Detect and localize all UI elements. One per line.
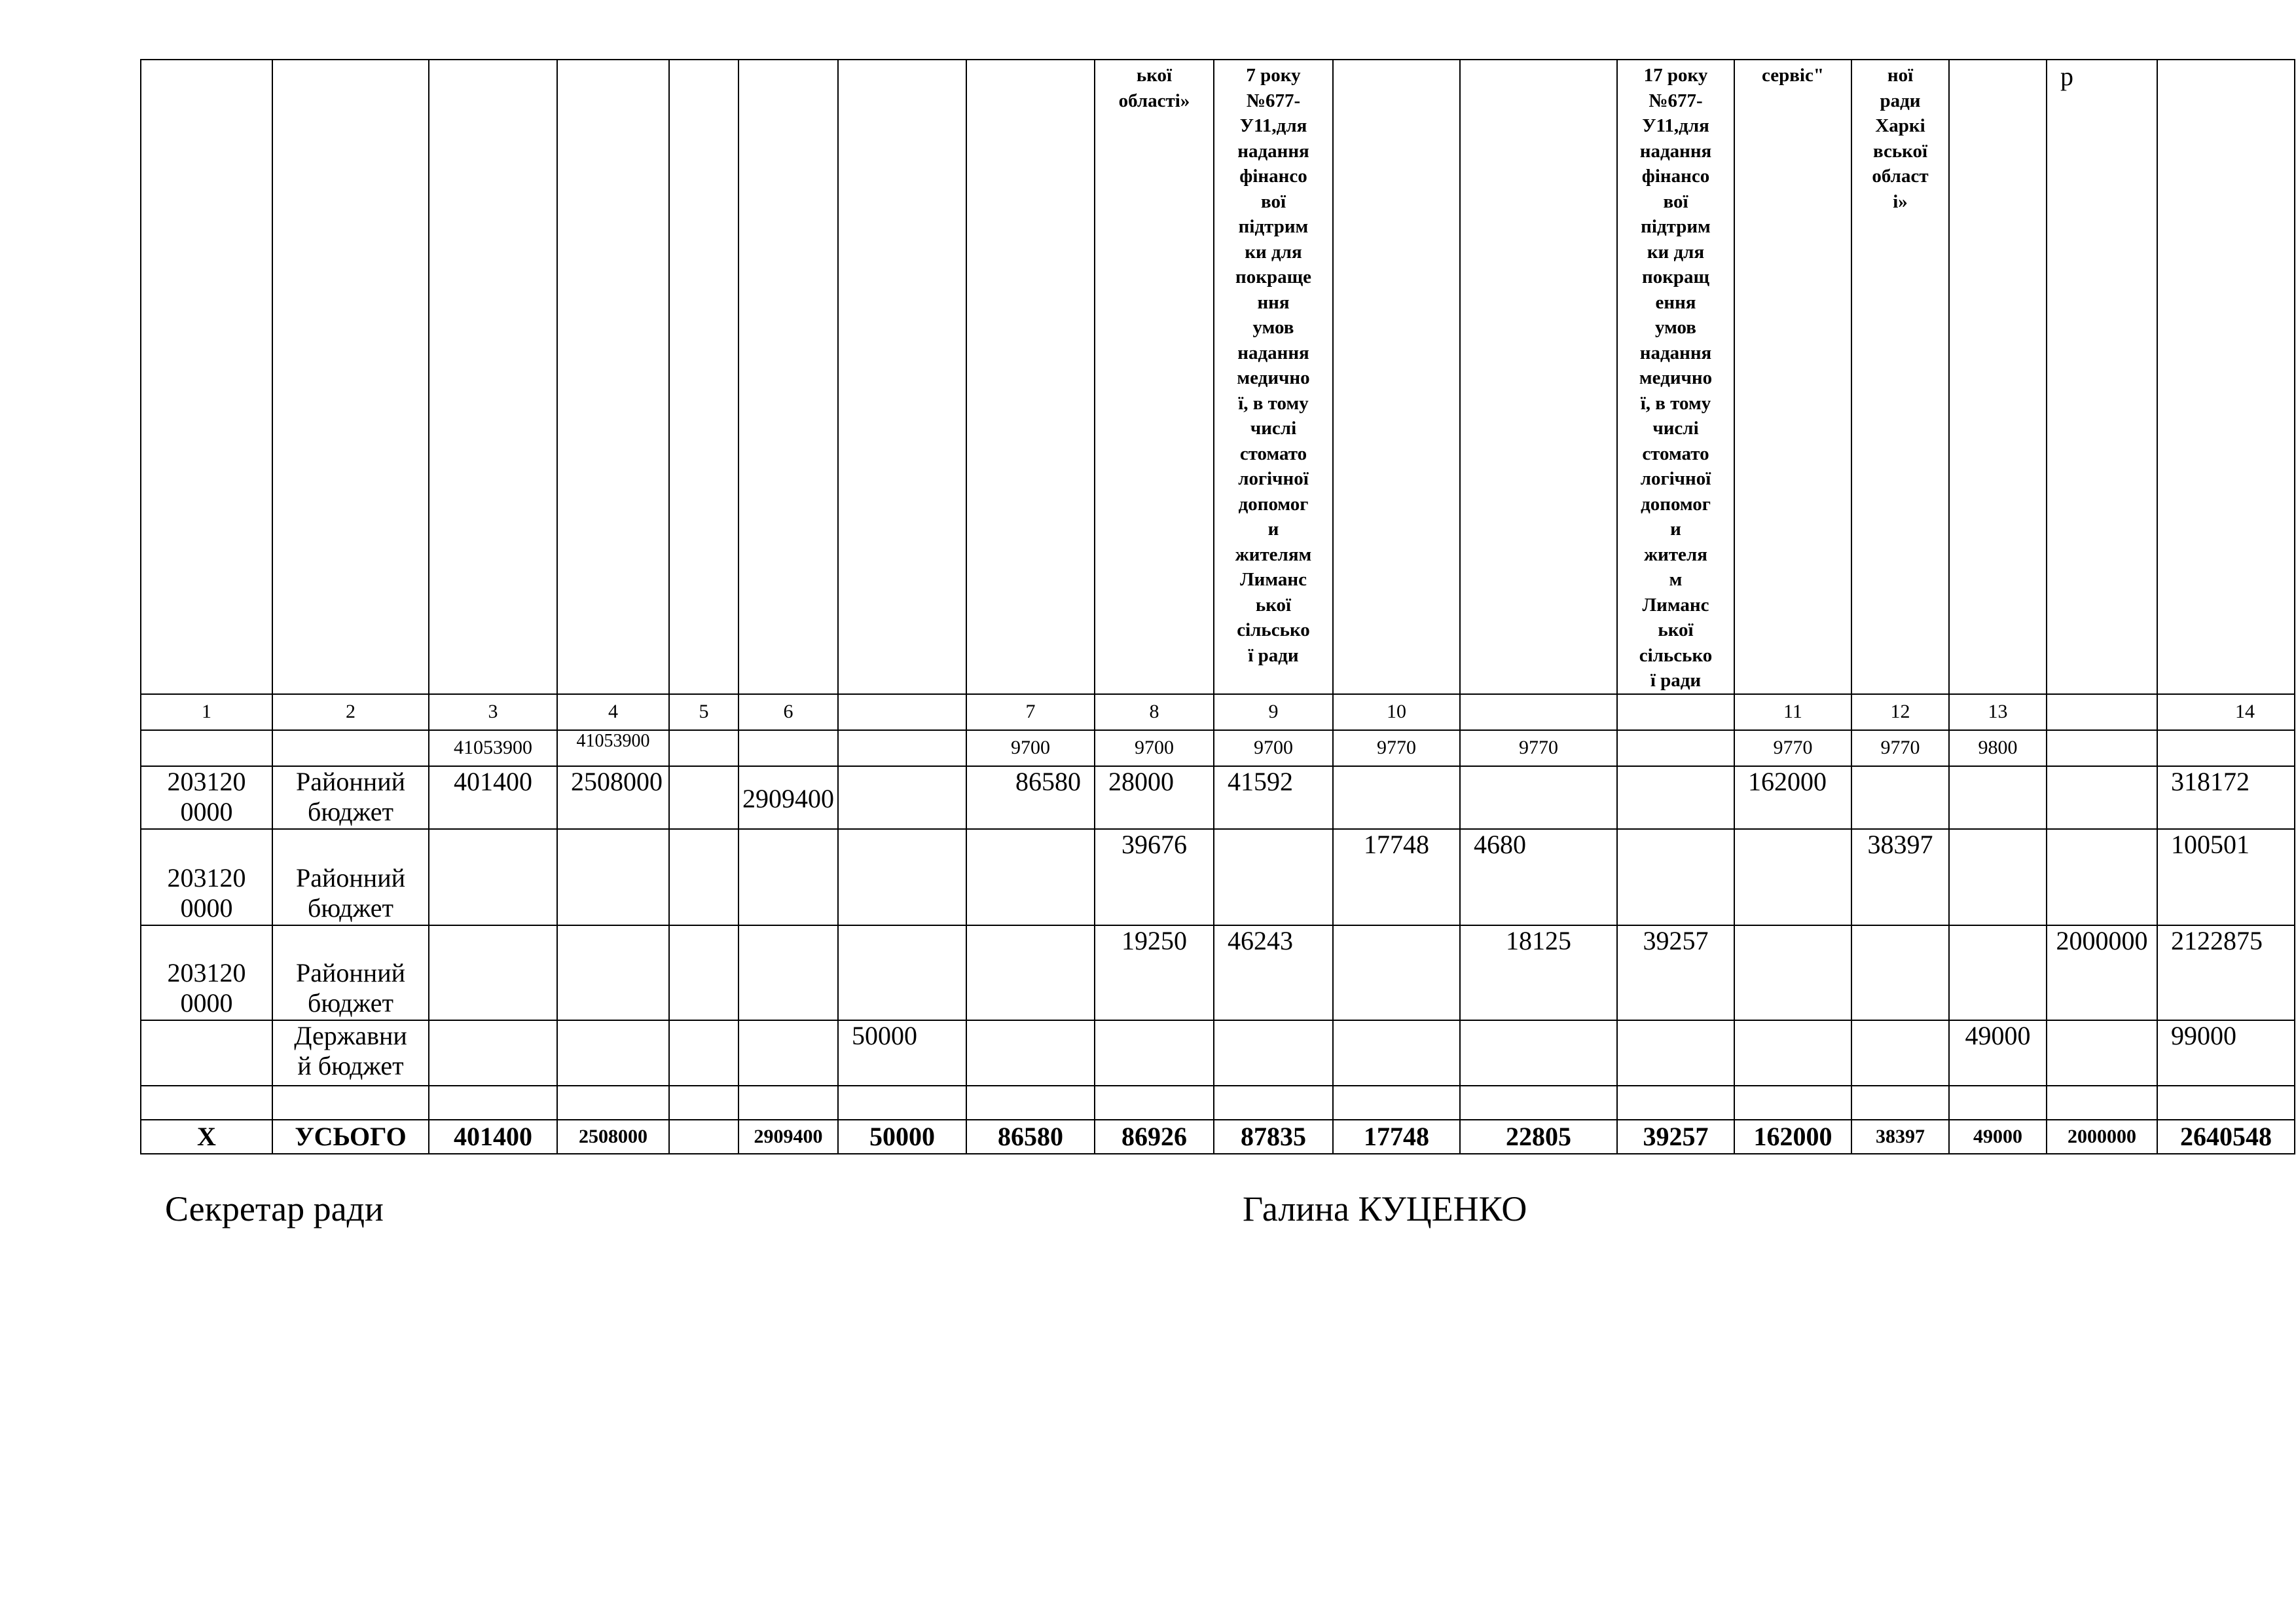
code-row: 41053900 41053900 9700 9700 9700 9770 9770 9770 9770 9800	[141, 730, 2295, 766]
total-row: Х УСЬОГО 401400 2508000 2909400 50000 86580 86926 87835 17748 22805 39257 162000 38397 49000 2000000 2640548	[141, 1120, 2295, 1154]
column-number-row: 1 2 3 4 5 6 7 8 9 10 11 12 13 14	[141, 694, 2295, 730]
header-col11: сервіс"	[1734, 60, 1851, 694]
table-row: Державни й бюджет 50000 49000 99000	[141, 1020, 2295, 1086]
header-col13b: р	[2047, 60, 2157, 694]
header-col9: 7 року №677- У11,для надання фінансо вої підтрим ки для покраще ння умов надання медично ї, в тому числі стомато логічної допомог и жителям Лиманс ької сільсько ї ради	[1214, 60, 1333, 694]
table-row: 203120 0000 Районний бюджет 39676 17748 4680 38397 100501	[141, 829, 2295, 925]
table-row: 203120 0000 Районний бюджет 401400 2508000 2909400 86580 28000 41592 162000 318172	[141, 766, 2295, 829]
header-col12: ної ради Харкі вської област і»	[1851, 60, 1949, 694]
secretary-name: Галина КУЦЕНКО	[1243, 1189, 1527, 1228]
table-row-empty	[141, 1086, 2295, 1120]
table-row: 203120 0000 Районний бюджет 19250 46243 18125 39257 2000000 2122875	[141, 925, 2295, 1020]
header-col11b: 17 року №677- У11,для надання фінансо вої підтрим ки для покращ ення умов надання медично ї, в тому числі стомато логічної допомог и жителя м Лиманс ької сільсько ї ради	[1617, 60, 1734, 694]
secretary-title: Секретар ради	[165, 1189, 384, 1228]
header-col8: ької області»	[1095, 60, 1214, 694]
budget-table	[140, 59, 2295, 1154]
header-row	[141, 60, 2295, 694]
